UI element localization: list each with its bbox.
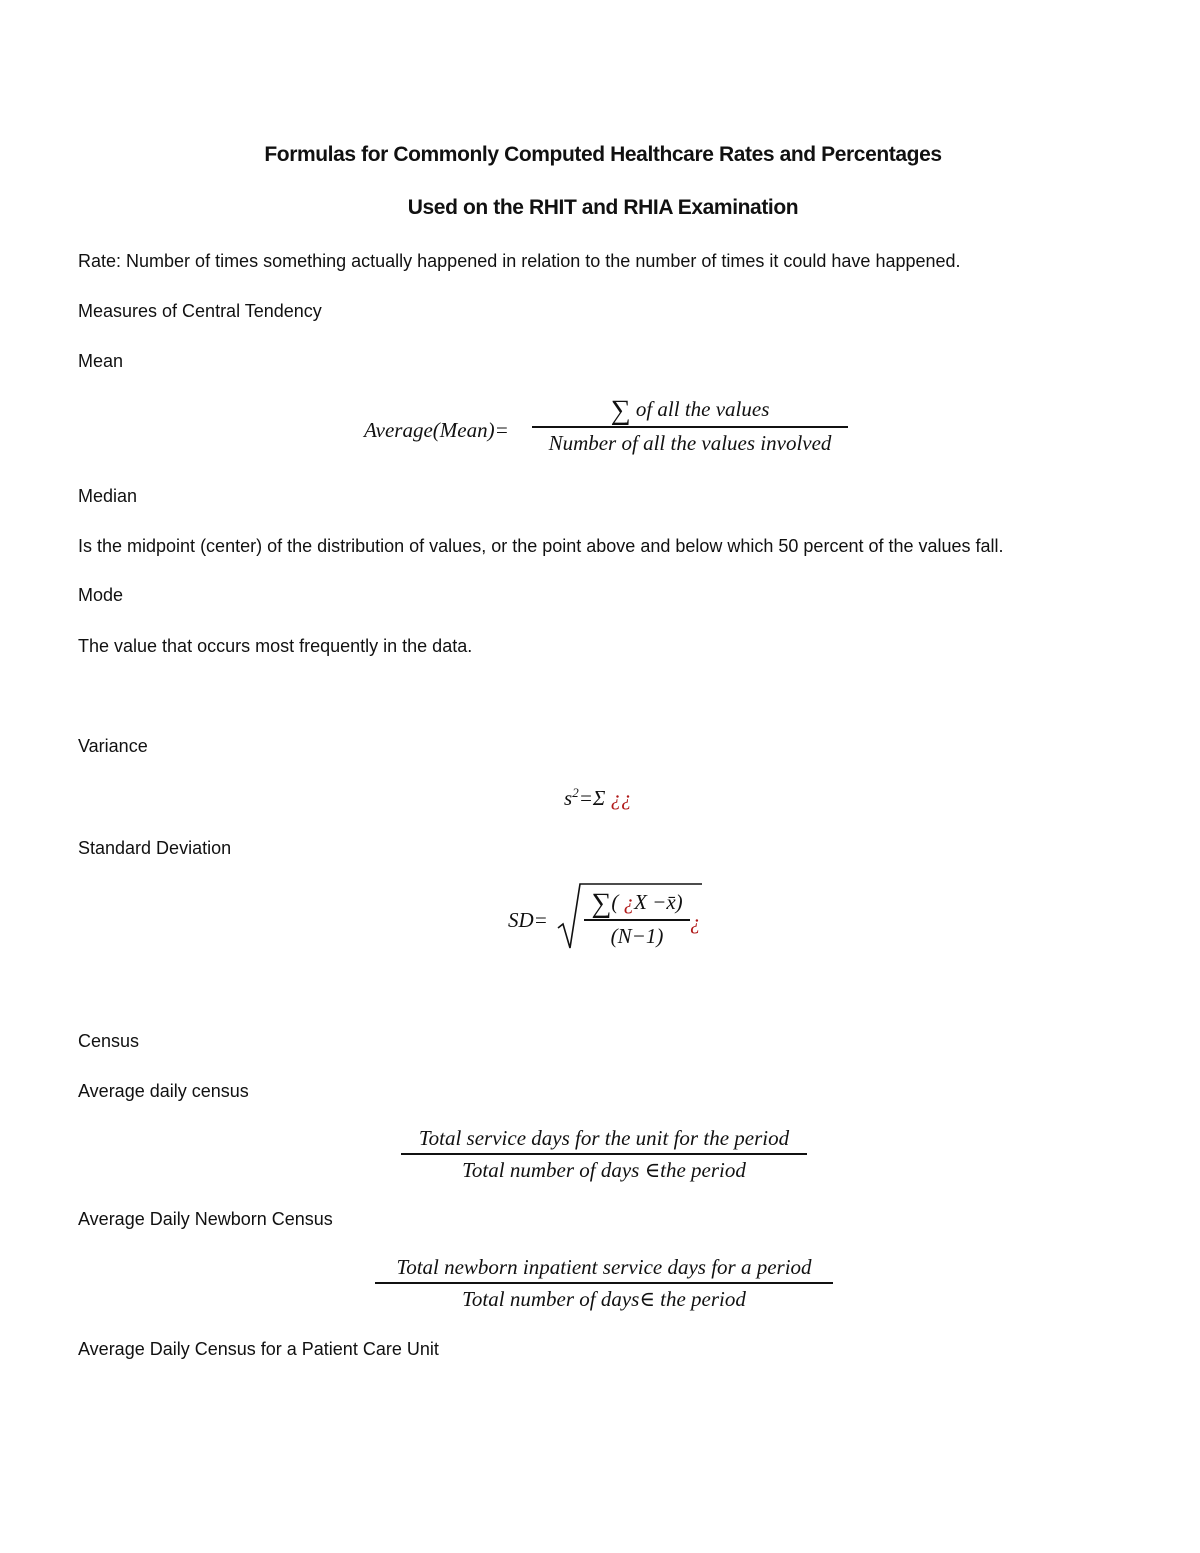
- adnc-numerator: Total newborn inpatient service days for a period: [396, 1255, 812, 1279]
- adnc-formula: [375, 1253, 833, 1313]
- mean-numerator-text: of all the values: [630, 397, 770, 421]
- mean-formula-denominator: Number of all the values involved: [548, 431, 832, 455]
- sigma-symbol: ∑: [591, 888, 612, 919]
- variance-label: Variance: [78, 736, 148, 756]
- adnc-denominator: Total number of days∈ the period: [462, 1287, 746, 1311]
- median-label: Median: [78, 486, 138, 506]
- median-text: Is the midpoint (center) of the distribution of values, or the point above and below which 50 percent of the values fall.: [78, 536, 1004, 556]
- sd-num-rest: X −x̄): [634, 890, 683, 914]
- variance-rhs: =Σ: [578, 786, 606, 810]
- rate-definition: [78, 250, 961, 272]
- rate-label: Rate:: [78, 251, 122, 271]
- variance-exponent: 2: [572, 785, 579, 800]
- variance-formula: [564, 785, 632, 811]
- sd-num-open: (: [611, 890, 619, 914]
- fraction-bar: [532, 426, 848, 428]
- page-title: Formulas for Commonly Computed Healthcare Rates and Percentages: [264, 143, 942, 166]
- sd-denominator: (N−1): [610, 924, 664, 948]
- sigma-symbol: ∑: [610, 395, 631, 426]
- sd-trailing-glyph: ¿: [690, 910, 701, 934]
- adnc-label: Average Daily Newborn Census: [78, 1209, 333, 1229]
- rate-text: Number of times something actually happened in relation to the number of times it could have happened.: [121, 251, 961, 271]
- variance-s: s: [564, 786, 573, 810]
- fraction-bar: [401, 1153, 807, 1155]
- variance-garbled-glyphs: ¿¿: [610, 786, 632, 810]
- fraction-bar: [375, 1282, 833, 1284]
- mode-text: The value that occurs most frequently in the data.: [78, 636, 473, 656]
- central-tendency-heading: Measures of Central Tendency: [78, 301, 322, 321]
- adc-denominator: Total number of days ∈the period: [462, 1158, 746, 1182]
- fraction-bar: [584, 919, 690, 921]
- adc-label: Average daily census: [78, 1081, 249, 1101]
- sd-numerator: [584, 888, 690, 918]
- sd-label: Standard Deviation: [78, 838, 232, 858]
- mean-formula-numerator: [532, 395, 848, 425]
- mean-label: Mean: [78, 351, 124, 371]
- unit-census-label: Average Daily Census for a Patient Care Unit: [78, 1339, 439, 1359]
- census-heading: Census: [78, 1031, 140, 1051]
- adc-numerator: Total service days for the unit for the period: [418, 1126, 790, 1150]
- sd-formula-fraction: [584, 888, 690, 950]
- mode-label: Mode: [78, 585, 124, 605]
- page-subtitle: Used on the RHIT and RHIA Examination: [407, 196, 799, 219]
- adc-formula: [401, 1124, 807, 1184]
- sd-formula-lhs: SD=: [508, 908, 548, 932]
- mean-formula-fraction: [532, 395, 848, 457]
- sd-garbled-glyph: ¿: [623, 890, 635, 914]
- mean-formula-lhs: Average(Mean)=: [364, 418, 509, 442]
